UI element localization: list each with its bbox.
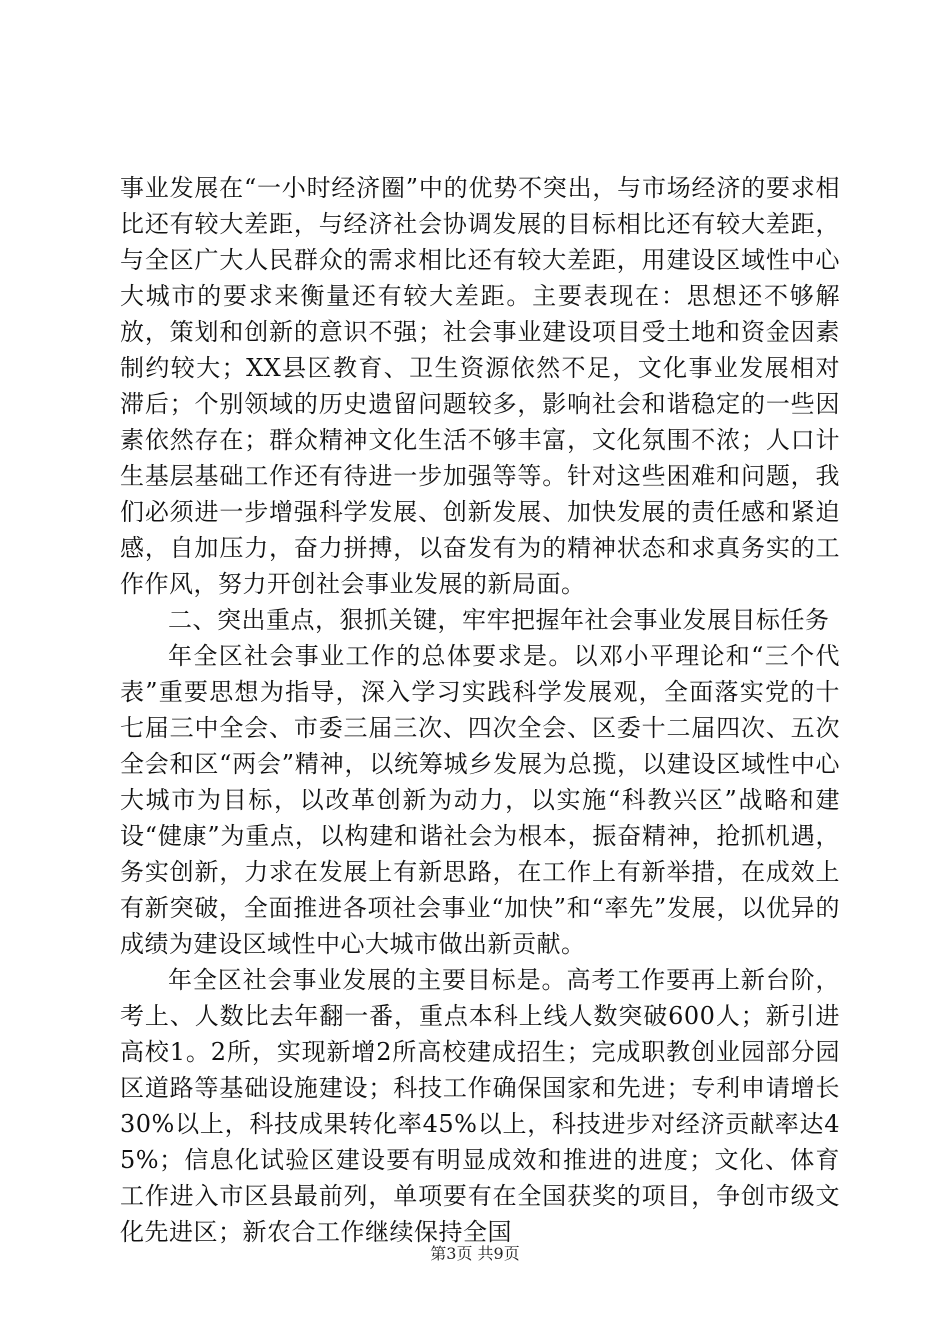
paragraph-general-requirements: 年全区社会事业工作的总体要求是。以邓小平理论和“三个代表”重要思想为指导，深入学习实践科学发展观，全面落实党的十七届三中全会、市委三届三次、四次全会、区委十二届四次、五次全会和区“两会”精神，以统筹城乡发展为总揽，以建设区域性中心大城市为目标，以改革创新为动力，以实施“科教兴区”战略和建设“健康”为重点，以构建和谐社会为根本，振奋精神，抢抓机遇，务实创新，力求在发展上有新思路，在工作上有新举措，在成效上有新突破，全面推进各项社会事业“加快”和“率先”发展，以优异的成绩为建设区域性中心大城市做出新贡献。: [120, 642, 840, 958]
paragraph-1: 事业发展在“一小时经济圈”中的优势不突出，与市场经济的要求相比还有较大差距，与经济社会协调发展的目标相比还有较大差距，与全区广大人民群众的需求相比还有较大差距，用建设区域性中心大城市的要求来衡量还有较大差距。主要表现在：思想还不够解放，策划和创新的意识不强；社会事业建设项目受土地和资金因素制约较大；XX县区教育、卫生资源依然不足，文化事业发展相对滞后；个别领域的历史遗留问题较多，影响社会和谐稳定的一些因素依然存在；群众精神文化生活不够丰富，文化氛围不浓；人口计生基层基础工作还有待进一步加强等等。针对这些困难和问题，我们必须进一步增强科学发展、创新发展、加快发展的责任感和紧迫感，自加压力，奋力拼搏，以奋发有为的精神状态和求真务实的工作作风，努力开创社会事业发展的新局面。: [120, 174, 840, 598]
paragraph-main-goals: 年全区社会事业发展的主要目标是。高考工作要再上新台阶，考上、人数比去年翻一番，重点本科上线人数突破600人；新引进高校1。2所，实现新增2所高校建成招生；完成职教创业园部分园区道路等基础设施建设；科技工作确保国家和先进；专利申请增长30%以上，科技成果转化率45%以上，科技进步对经济贡献率达45%；信息化试验区建设要有明显成效和推进的进度；文化、体育工作进入市区县最前列，单项要有在全国获奖的项目，争创市级文化先进区；新农合工作继续保持全国: [120, 966, 840, 1246]
document-body: [120, 170, 840, 1250]
section-heading-2: 二、突出重点，狠抓关键，牢牢把握年社会事业发展目标任务: [168, 606, 830, 634]
page-footer: 第3页 共9页: [430, 1244, 520, 1263]
